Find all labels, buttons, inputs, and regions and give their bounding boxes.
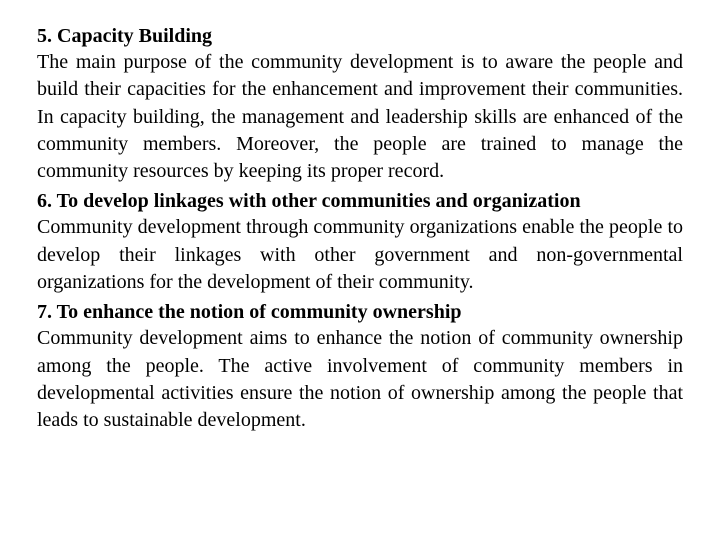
document-page [37,23,683,438]
section-community-ownership [37,299,683,434]
section-body: Community development through community organizations enable the people to develop their linkages with other government and non-governmental organizations for the development of their community. [37,216,683,294]
section-heading: 5. Capacity Building [37,25,213,47]
section-capacity-building [37,23,683,185]
section-body: The main purpose of the community development is to aware the people and build their capacities for the enhancement and improvement their communities. In capacity building, the management and leadership skills are enhanced of the community members. Moreover, the people are trained to manage the community resources by keeping its proper record. [37,51,683,183]
section-heading: 7. To enhance the notion of community ownership [37,301,462,324]
section-develop-linkages [37,188,683,296]
section-heading: 6. To develop linkages with other communities and organization [37,190,581,213]
section-body: Community development aims to enhance the notion of community ownership among the people. The active involvement of community members in developmental activities ensure the notion of ownership among the people that leads to sustainable development. [37,327,683,432]
